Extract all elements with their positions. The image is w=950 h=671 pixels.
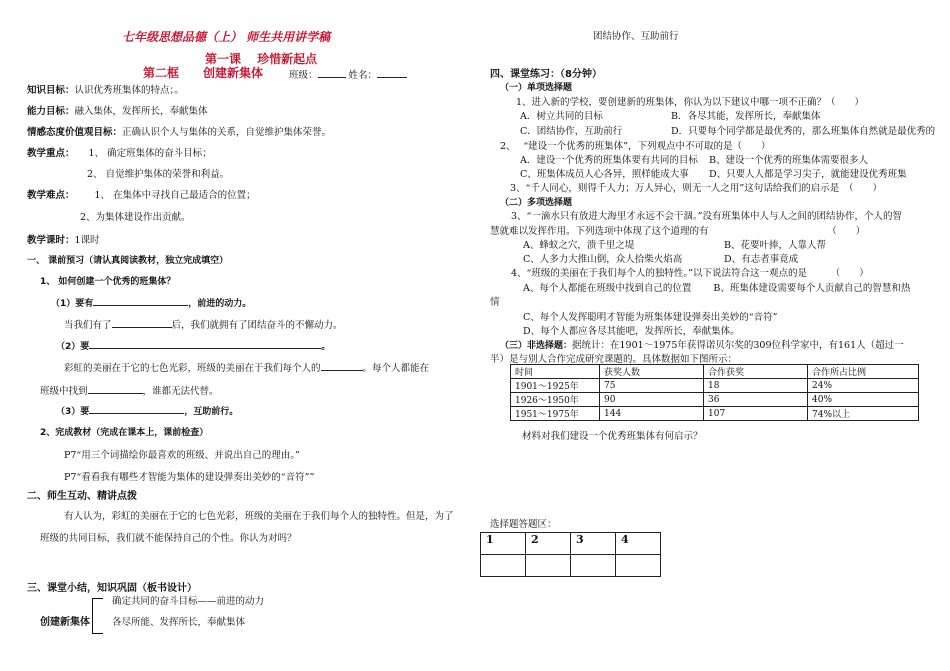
hours-value: 1课时	[74, 235, 100, 246]
q1-stem: 1、进入新的学校，要创建新的班集体，你认为以下建议中哪一项不正确？（ ）	[516, 97, 865, 108]
single-choice-heading: （一）单项选择题	[500, 83, 573, 93]
table-cell: 107	[704, 407, 808, 421]
blank	[89, 339, 321, 349]
q2-stem: 2、 “建设一个优秀的班集体”，下列观点中不可取的是（ ）	[500, 141, 771, 152]
material-question: 材料对我们建设一个优秀班集体有何启示？	[522, 431, 703, 442]
table-cell: 18	[704, 379, 808, 393]
summary-branch-1: 确定共同的奋斗目标——前进的动力	[112, 596, 265, 607]
answer-blank[interactable]	[571, 555, 616, 577]
q1-option-b: B．各尽其能，发挥所长，奉献集体	[671, 111, 821, 122]
q1-option-d: D．只要每个同学都是最优秀的，那么班集体自然就是最优秀的	[671, 126, 936, 137]
table-cell: 144	[600, 407, 704, 421]
section-title: 第二框 创建新集体	[143, 66, 264, 80]
class-field	[289, 67, 407, 81]
q4-option-d: D、有志者事竟成	[724, 254, 799, 265]
hours-label: 教学课时：	[27, 235, 75, 246]
q2-option-c: C、班集体成员人心各异，照样能成大事	[520, 169, 689, 180]
q5-option-d: D、每个人都应各尽其能吧，发挥所长，奉献集体。	[523, 326, 740, 337]
part1-rainbow-2: 班级中找到 ，谁都无法代替。	[40, 386, 219, 397]
q4-stem: 3、“一滴水只有放进大海里才永远不会干涸。”没有班集体中人与人之间的团结协作，个人的智	[511, 211, 903, 222]
q5-option-ab: A、每个人都能在班级中找到自己的位置 B、班集体建设需要每个人贡献自己的智慧和热	[523, 283, 911, 294]
summary-root: 创建新集体	[40, 617, 90, 628]
name-blank	[377, 68, 407, 78]
answer-number: 2	[526, 533, 571, 555]
focus-item-1: 1、 确定班集体的奋斗目标；	[88, 148, 212, 159]
objective-text: 认识优秀班集体的特点；。	[74, 85, 184, 96]
teaching-hours	[27, 232, 100, 246]
part1-q1: 1、 如何创建一个优秀的班集体？	[40, 277, 176, 287]
part1-q1-1-line2: 当我们有了 后，我们就拥有了团结奋斗的不懈动力。	[64, 320, 343, 331]
part3-heading: 三、课堂小结，知识巩固（板书设计）	[27, 583, 197, 594]
q4-option-c: C、人多力大推山倒，众人拾柴火焰高	[523, 254, 683, 265]
answer-blank[interactable]	[481, 555, 526, 577]
q2-option-d: D、只要人人都是学习尖子，就能建设优秀班集	[709, 169, 907, 180]
objective-label: 情感态度价值观目标：	[27, 127, 123, 138]
objective-text: 融入集体，发挥所长，奉献集体	[74, 106, 208, 117]
q3-stem: 3、“千人同心，则得千人力；万人异心，则无一人之用”这句话给我们的启示是 （ ）	[510, 183, 883, 194]
table-cell: 1926～1950年	[511, 393, 600, 407]
answer-number: 4	[616, 533, 661, 555]
statistics-table	[510, 364, 919, 421]
part1-p7-b: P7“看看我有哪些才智能为集体的建设弹奏出美妙的“音符””	[64, 472, 315, 483]
class-label: 班级：	[289, 70, 318, 81]
objective-label: 知识目标：	[27, 85, 75, 96]
difficulty-label: 教学难点：	[27, 190, 75, 201]
part1-q2: 2、完成教材（完成在课本上，课前检查）	[40, 428, 209, 438]
q1-option-c: C．团结协作，互助前行	[520, 126, 623, 137]
q5-option-c: C、每个人发挥聪明才智能为班集体建设弹奏出美妙的“音符”	[523, 312, 778, 323]
part1-p7-a: P7“用三个词描绘你最喜欢的班级、并说出自己的理由。”	[64, 450, 300, 461]
table-cell: 1901～1925年	[511, 379, 600, 393]
q1-option-a: A．树立共同的目标	[520, 111, 603, 122]
part1-q1-3: （3）要 ，互助前行。	[56, 404, 238, 417]
table-header: 时间	[511, 365, 600, 379]
non-choice	[500, 337, 904, 351]
lesson-title: 第一课 珍惜新起点	[205, 52, 318, 66]
exercise-heading: 四、课堂练习：（8分钟）	[490, 69, 602, 80]
table-header-row	[511, 365, 919, 379]
table-cell: 1951～1975年	[511, 407, 600, 421]
page-title: 七年级思想品德（上） 师生共用讲学稿	[122, 30, 331, 44]
focus-label: 教学重点：	[27, 148, 75, 159]
summary-brace	[92, 598, 103, 634]
table-header: 合作获奖	[704, 365, 808, 379]
table-cell: 36	[704, 393, 808, 407]
multi-choice-heading: （二）多项选择题	[500, 198, 573, 208]
blank	[321, 361, 363, 371]
q4-stem-2: 慧就难以发挥作用。下列选项中体现了这个道理的有 （ ）	[490, 226, 866, 237]
part2-heading: 二、师生互动、精讲点拨	[27, 491, 137, 502]
table-cell: 75	[600, 379, 704, 393]
table-row	[511, 393, 919, 407]
focus-item-2: 2、 自觉维护集体的荣誉和利益。	[87, 169, 230, 180]
answer-number-row	[481, 533, 661, 555]
table-cell: 24%	[808, 379, 919, 393]
table-row	[511, 379, 919, 393]
answer-number: 1	[481, 533, 526, 555]
part2-line1: 有人认为，彩虹的美丽在于它的七色光彩，班级的美丽在于我们每个人的独特性。但是，为了	[64, 511, 454, 522]
non-choice-label: （三）非选择题：	[500, 341, 573, 351]
difficulty-item-1: 1、 在集体中寻找自己最适合的位置；	[94, 190, 256, 201]
objective-knowledge	[27, 82, 184, 96]
answer-number: 3	[571, 533, 616, 555]
table-cell: 90	[600, 393, 704, 407]
right-top-line: 团结协作、互助前行	[593, 31, 679, 42]
q2-option-a: A．建设一个优秀的班集体要有共同的目标	[520, 155, 698, 166]
part1-rainbow: 彩虹的美丽在于它的七色光彩，班级的美丽在于我们每个人的 。每个人都能在	[64, 363, 430, 374]
blank	[89, 404, 184, 414]
objective-ability	[27, 103, 208, 117]
summary-branch-2: 各尽所能、发挥所长，奉献集体	[112, 617, 246, 628]
table-header: 获奖人数	[600, 365, 704, 379]
part1-q1-1: （1）要有 ，前进的动力。	[51, 296, 251, 309]
q2-option-b: B、建设一个优秀的班集体需要很多人	[709, 155, 868, 166]
part2-line2: 班级的共同目标，我们就不能保持自己的个性。你认为对吗？	[40, 533, 297, 544]
non-choice-text-2: 半）是与别人合作完成研究课题的。具体数据如下图所示：	[490, 354, 738, 365]
objective-attitude	[27, 124, 331, 138]
table-cell: 74%以上	[808, 407, 919, 421]
objective-label: 能力目标：	[27, 106, 75, 117]
q5-stem: 4、“班级的美丽在于我们每个人的独特性。”以下说法符合这一观点的是 （ ）	[511, 268, 869, 279]
difficulty-item-2: 2、为集体建设作出贡献。	[80, 212, 191, 223]
answer-blank-row	[481, 555, 661, 577]
table-cell: 40%	[808, 393, 919, 407]
answer-blank[interactable]	[526, 555, 571, 577]
answer-blank[interactable]	[616, 555, 661, 577]
blank	[112, 318, 172, 328]
answer-table	[480, 532, 661, 577]
q4-option-a: A、蜂蚁之穴，溃千里之堤	[523, 240, 635, 251]
blank	[88, 384, 143, 394]
blank	[93, 296, 188, 306]
table-header: 合作所占比例	[808, 365, 919, 379]
table-row	[511, 407, 919, 421]
objective-text: 正确认识个人与集体的关系，自觉维护集体荣誉。	[122, 127, 332, 138]
answer-area-label: 选择题答题区：	[490, 519, 557, 530]
q4-option-b: B、花要叶捧，人靠人帮	[724, 240, 826, 251]
class-blank	[318, 68, 346, 78]
part1-q1-2: （2）要 。	[56, 339, 330, 352]
teaching-focus	[27, 145, 212, 159]
part1-heading: 一、 课前预习（请认真阅读教材，独立完成填空）	[27, 256, 229, 266]
q5-option-ab-wrap: 情	[490, 297, 500, 308]
teaching-difficulty	[27, 187, 256, 201]
name-label: 姓名：	[348, 70, 378, 81]
non-choice-text: 据统计：在1901～1975年获得诺贝尔奖的309位科学家中，有161人（超过一	[572, 340, 904, 351]
